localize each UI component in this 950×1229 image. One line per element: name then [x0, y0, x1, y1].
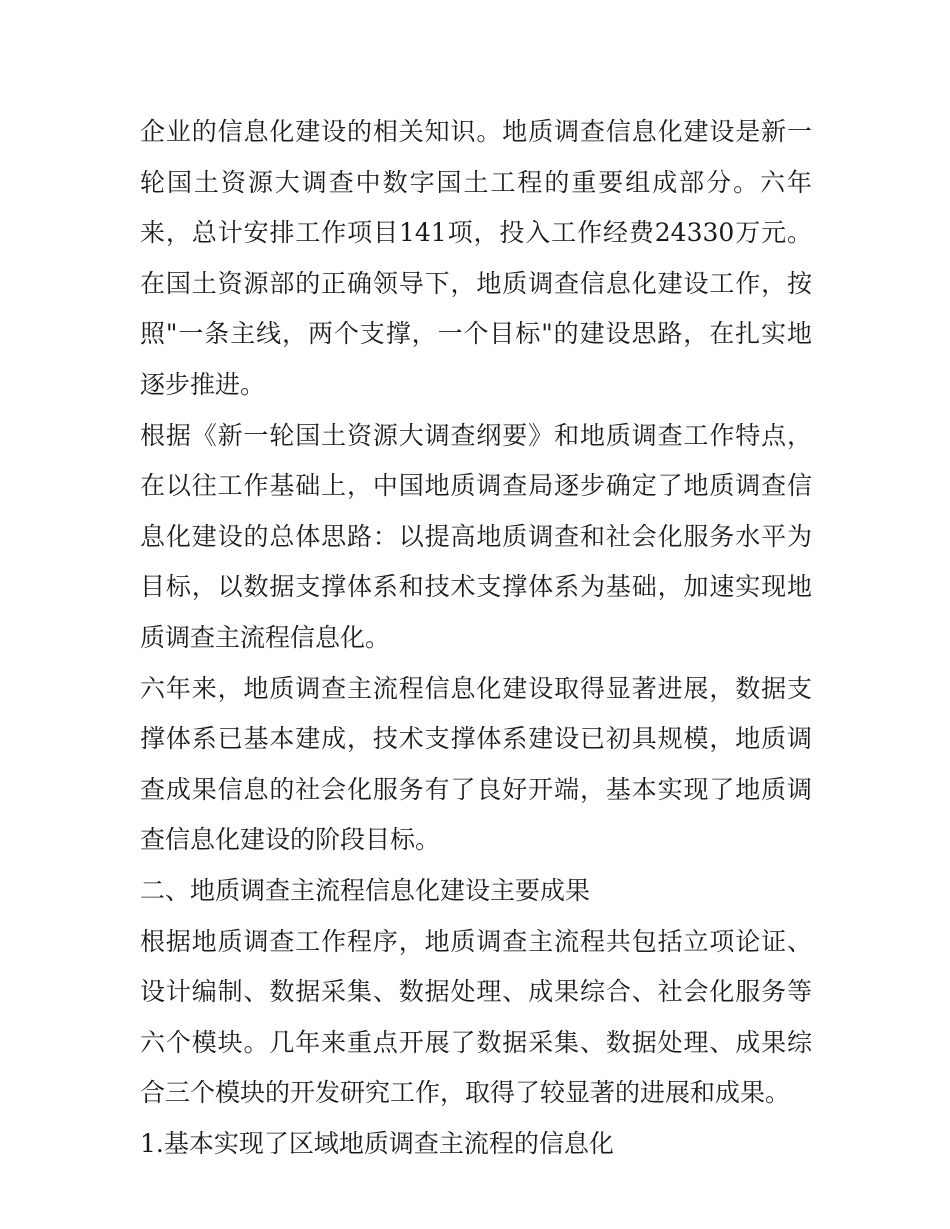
paragraph-progress: 六年来，地质调查主流程信息化建设取得显著进展，数据支撑体系已基本建成，技术支撑体系建设已初具规模，地质调查成果信息的社会化服务有了良好开端，基本实现了地质调查信息化建设的阶段目标。 [140, 673, 812, 855]
paragraph-main-workflow: 根据地质调查工作程序，地质调查主流程共包括立项论证、设计编制、数据采集、数据处理、成果综合、社会化服务等六个模块。几年来重点开展了数据采集、数据处理、成果综合三个模块的开发研究工作，取得了较显著的进展和成果。 [140, 926, 812, 1108]
section-heading: 二、地质调查主流程信息化建设主要成果 [140, 875, 591, 905]
document-body [140, 107, 812, 1169]
paragraph-intro: 企业的信息化建设的相关知识。地质调查信息化建设是新一轮国土资源大调查中数字国土工程的重要组成部分。六年来，总计安排工作项目141项，投入工作经费24330万元。在国土资源部的正确领导下，地质调查信息化建设工作，按照"一条主线，两个支撑，一个目标"的建设思路，在扎实地逐步推进。 [140, 117, 812, 399]
paragraph-overall-approach: 根据《新一轮国土资源大调查纲要》和地质调查工作特点，在以往工作基础上，中国地质调查局逐步确定了地质调查信息化建设的总体思路：以提高地质调查和社会化服务水平为目标，以数据支撑体系和技术支撑体系为基础，加速实现地质调查主流程信息化。 [140, 420, 812, 652]
subsection-heading: 1.基本实现了区域地质调查主流程的信息化 [140, 1128, 614, 1158]
